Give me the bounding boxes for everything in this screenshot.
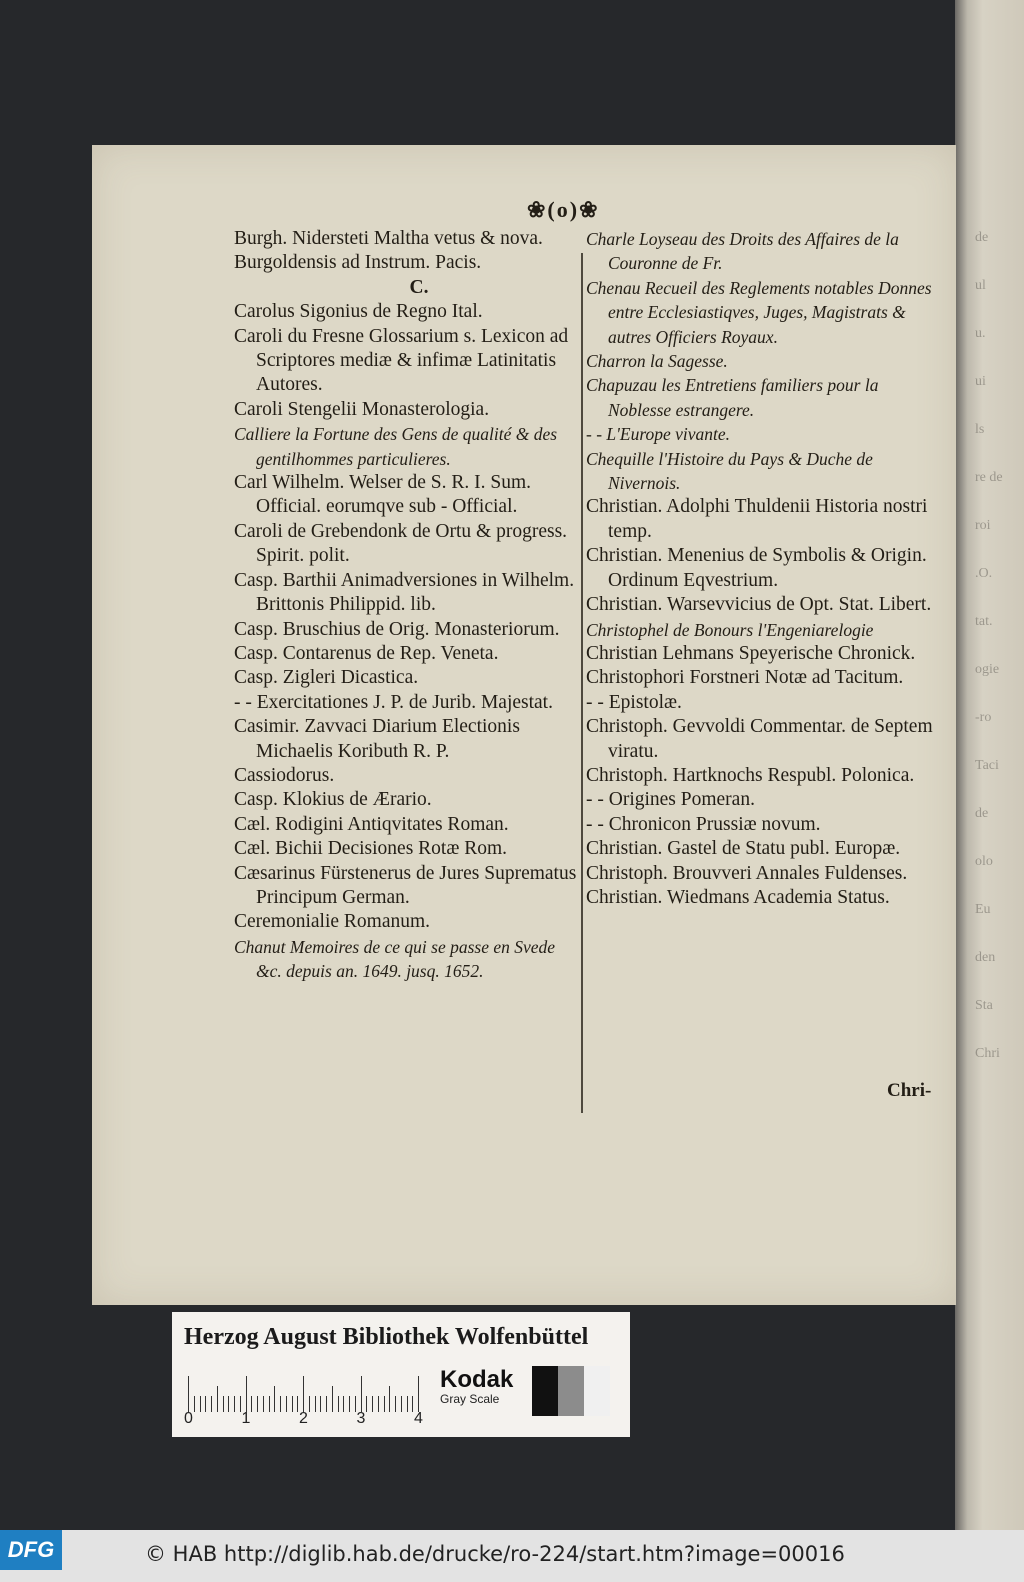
color-scale-card [172, 1312, 630, 1437]
ruler-tick [349, 1396, 350, 1412]
ruler-tick [372, 1396, 373, 1412]
kodak-label [440, 1366, 513, 1406]
facing-page-fragment: re de [975, 470, 1003, 485]
catalog-entry: Chenau Recueil des Reglements notables Donnes entre Ecclesiastiqves, Juges, Magistrats & autres Officiers Royaux. [586, 277, 932, 347]
ruler-number: 4 [414, 1410, 423, 1427]
catalog-entry: Caroli Stengelii Monasterologia. [234, 398, 490, 420]
gray-patch [584, 1366, 610, 1416]
ruler [188, 1372, 428, 1412]
ruler-tick [343, 1396, 344, 1412]
facing-page-fragment: u. [975, 326, 986, 341]
catalog-entry: Charle Loyseau des Droits des Affaires de la Couronne de Fr. [586, 229, 899, 274]
catalog-entry: - - Epistolæ. [586, 691, 682, 713]
catalog-entry: Christian Lehmans Speyerische Chronick. [586, 642, 916, 664]
facing-page-fragment: ogie [975, 662, 1000, 677]
facing-page-fragments [975, 230, 1024, 1130]
catalog-entry: Charron la Sagesse. [586, 351, 728, 372]
ruler-tick [332, 1386, 333, 1412]
ruler-tick [205, 1396, 206, 1412]
facing-page-fragment: -ro [975, 710, 992, 725]
ruler-tick [303, 1376, 304, 1412]
facing-page-fragment: de [975, 230, 989, 245]
ruler-tick [211, 1396, 212, 1412]
ruler-tick [418, 1376, 419, 1412]
catalog-entry: - - Origines Pomeran. [586, 789, 755, 811]
source-link[interactable]: © HAB http://diglib.hab.de/drucke/ro-224/start.htm?image=00016 [145, 1542, 845, 1566]
ruler-tick [315, 1396, 316, 1412]
kodak-brand: Kodak [440, 1366, 514, 1393]
catalog-entry: Cæl. Bichii Decisiones Rotæ Rom. [234, 838, 508, 860]
ruler-tick [257, 1396, 258, 1412]
catalog-entry: Christian. Menenius de Symbolis & Origin. Ordinum Eqvestrium. [586, 545, 927, 591]
ruler-tick [389, 1386, 390, 1412]
facing-page-fragment: tat. [975, 614, 993, 629]
ruler-tick [263, 1396, 264, 1412]
ruler-tick [326, 1396, 327, 1412]
catchword: Chri- [887, 1080, 932, 1101]
catalog-entry: Caroli du Fresne Glossarium s. Lexicon ad Scriptores mediæ & infimæ Latinitatis Autores. [234, 325, 569, 396]
ruler-number: 0 [184, 1410, 193, 1427]
catalog-entry: Christoph. Gevvoldi Commentar. de Septem viratu. [586, 716, 933, 762]
facing-page-fragment: ul [975, 278, 986, 293]
facing-page-fragment: de [975, 806, 989, 821]
catalog-entry: Christian. Warsevvicius de Opt. Stat. Libert. [586, 594, 932, 616]
facing-page-fragment: .O. [975, 566, 993, 581]
facing-page-fragment: roi [975, 518, 991, 533]
catalog-entry: Christian. Gastel de Statu publ. Europæ. [586, 838, 901, 860]
catalog-entry: Casp. Zigleri Dicastica. [234, 667, 419, 689]
catalog-entry: Christoph. Hartknochs Respubl. Polonica. [586, 764, 915, 786]
left-column [234, 227, 582, 984]
catalog-entry: Casp. Klokius de Ærario. [234, 789, 432, 811]
ruler-tick [280, 1396, 281, 1412]
catalog-entry: Christophel de Bonours l'Engeniarelogie [586, 619, 874, 640]
library-title: Herzog August Bibliothek Wolfenbüttel [184, 1324, 589, 1350]
dfg-logo: DFG [0, 1530, 62, 1570]
ruler-number: 2 [299, 1410, 308, 1427]
facing-page-fragment: Chri [975, 1046, 1000, 1061]
ruler-tick [384, 1396, 385, 1412]
ruler-tick [361, 1376, 362, 1412]
catalog-entry: Casp. Contarenus de Rep. Veneta. [234, 642, 499, 664]
ruler-tick [338, 1396, 339, 1412]
catalog-entry: Christophori Forstneri Notæ ad Tacitum. [586, 667, 904, 689]
catalog-entry: Burgh. Nidersteti Maltha vetus & nova. [234, 228, 543, 249]
gray-patch [558, 1366, 584, 1416]
catalog-entry: Carolus Sigonius de Regno Ital. [234, 301, 483, 323]
ruler-tick [320, 1396, 321, 1412]
ruler-number: 1 [241, 1410, 251, 1427]
ruler-tick [366, 1396, 367, 1412]
catalog-entry: Ceremonialie Romanum. [234, 911, 431, 933]
ruler-tick [309, 1396, 310, 1412]
gray-scale-label: Gray Scale [440, 1392, 500, 1406]
ruler-tick [274, 1386, 275, 1412]
ruler-tick [234, 1396, 235, 1412]
ruler-tick [378, 1396, 379, 1412]
ruler-tick [223, 1396, 224, 1412]
ruler-tick [251, 1396, 252, 1412]
gray-patches [532, 1366, 610, 1416]
catalog-entry: Casp. Bruschius de Orig. Monasteriorum. [234, 618, 560, 640]
viewer-footer [0, 1530, 1024, 1582]
catalog-entry: Carl Wilhelm. Welser de S. R. I. Sum. Official. eorumqve sub - Official. [234, 472, 531, 518]
ruler-tick [200, 1396, 201, 1412]
catalog-entry: Cæl. Rodigini Antiqvitates Roman. [234, 813, 509, 835]
catalog-entry: Christoph. Brouvveri Annales Fuldenses. [586, 862, 908, 884]
catalog-entry: Cæsarinus Fürstenerus de Jures Suprematus Principum German. [234, 862, 577, 908]
scanned-page [92, 145, 956, 1305]
catalog-entry: Chapuzau les Entretiens familiers pour la Noblesse estrangere. [586, 375, 879, 420]
catalog-entry: - - L'Europe vivante. [586, 424, 731, 445]
ruler-tick [269, 1396, 270, 1412]
catalog-entry: Chequille l'Histoire du Pays & Duche de Nivernois. [586, 448, 873, 494]
ruler-tick [395, 1396, 396, 1412]
facing-page-fragment: Eu [975, 902, 991, 917]
catalog-entry: Casp. Barthii Animadversiones in Wilhelm. Brittonis Philippid. lib. [234, 569, 575, 616]
right-column [586, 227, 936, 910]
ruler-tick [292, 1396, 293, 1412]
catalog-entry: - - Exercitationes J. P. de Jurib. Majestat. [234, 691, 553, 713]
ruler-tick [286, 1396, 287, 1412]
catalog-entry: Calliere la Fortune des Gens de qualité & des gentilhommes particulieres. [234, 424, 558, 469]
ruler-tick [228, 1396, 229, 1412]
facing-page-fragment: den [975, 950, 996, 965]
facing-page-fragment: ui [975, 374, 986, 389]
catalog-entry: Casimir. Zavvaci Diarium Electionis Michaelis Koributh R. P. [234, 716, 520, 762]
catalog-entry: Burgoldensis ad Instrum. Pacis. [234, 252, 482, 274]
ruler-tick [194, 1396, 195, 1412]
facing-page-fragment: olo [975, 854, 993, 869]
ruler-tick [407, 1396, 408, 1412]
ruler-tick [401, 1396, 402, 1412]
ruler-number: 3 [356, 1410, 366, 1427]
facing-page-fragment: Taci [975, 758, 999, 773]
gray-patch [532, 1366, 558, 1416]
catalog-entry: Cassiodorus. [234, 764, 335, 786]
facing-page-fragment: ls [975, 422, 985, 437]
catalog-entry: - - Chronicon Prussiæ novum. [586, 813, 821, 835]
catalog-entry: C. [409, 276, 429, 298]
catalog-entry: Christian. Adolphi Thuldenii Historia nostri temp. [586, 496, 928, 542]
catalog-entry: Caroli de Grebendonk de Ortu & progress. Spirit. polit. [234, 520, 568, 567]
catalog-entry: Chanut Memoires de ce qui se passe en Svede &c. depuis an. 1649. jusq. 1652. [234, 936, 556, 982]
page-header: ❀(o)❀ [527, 197, 600, 222]
ruler-tick [217, 1386, 218, 1412]
facing-page-fragment: Sta [975, 998, 993, 1013]
ruler-tick [246, 1376, 247, 1412]
catalog-entry: Christian. Wiedmans Academia Status. [586, 886, 890, 908]
ruler-tick [188, 1376, 189, 1412]
column-divider [581, 253, 583, 1113]
